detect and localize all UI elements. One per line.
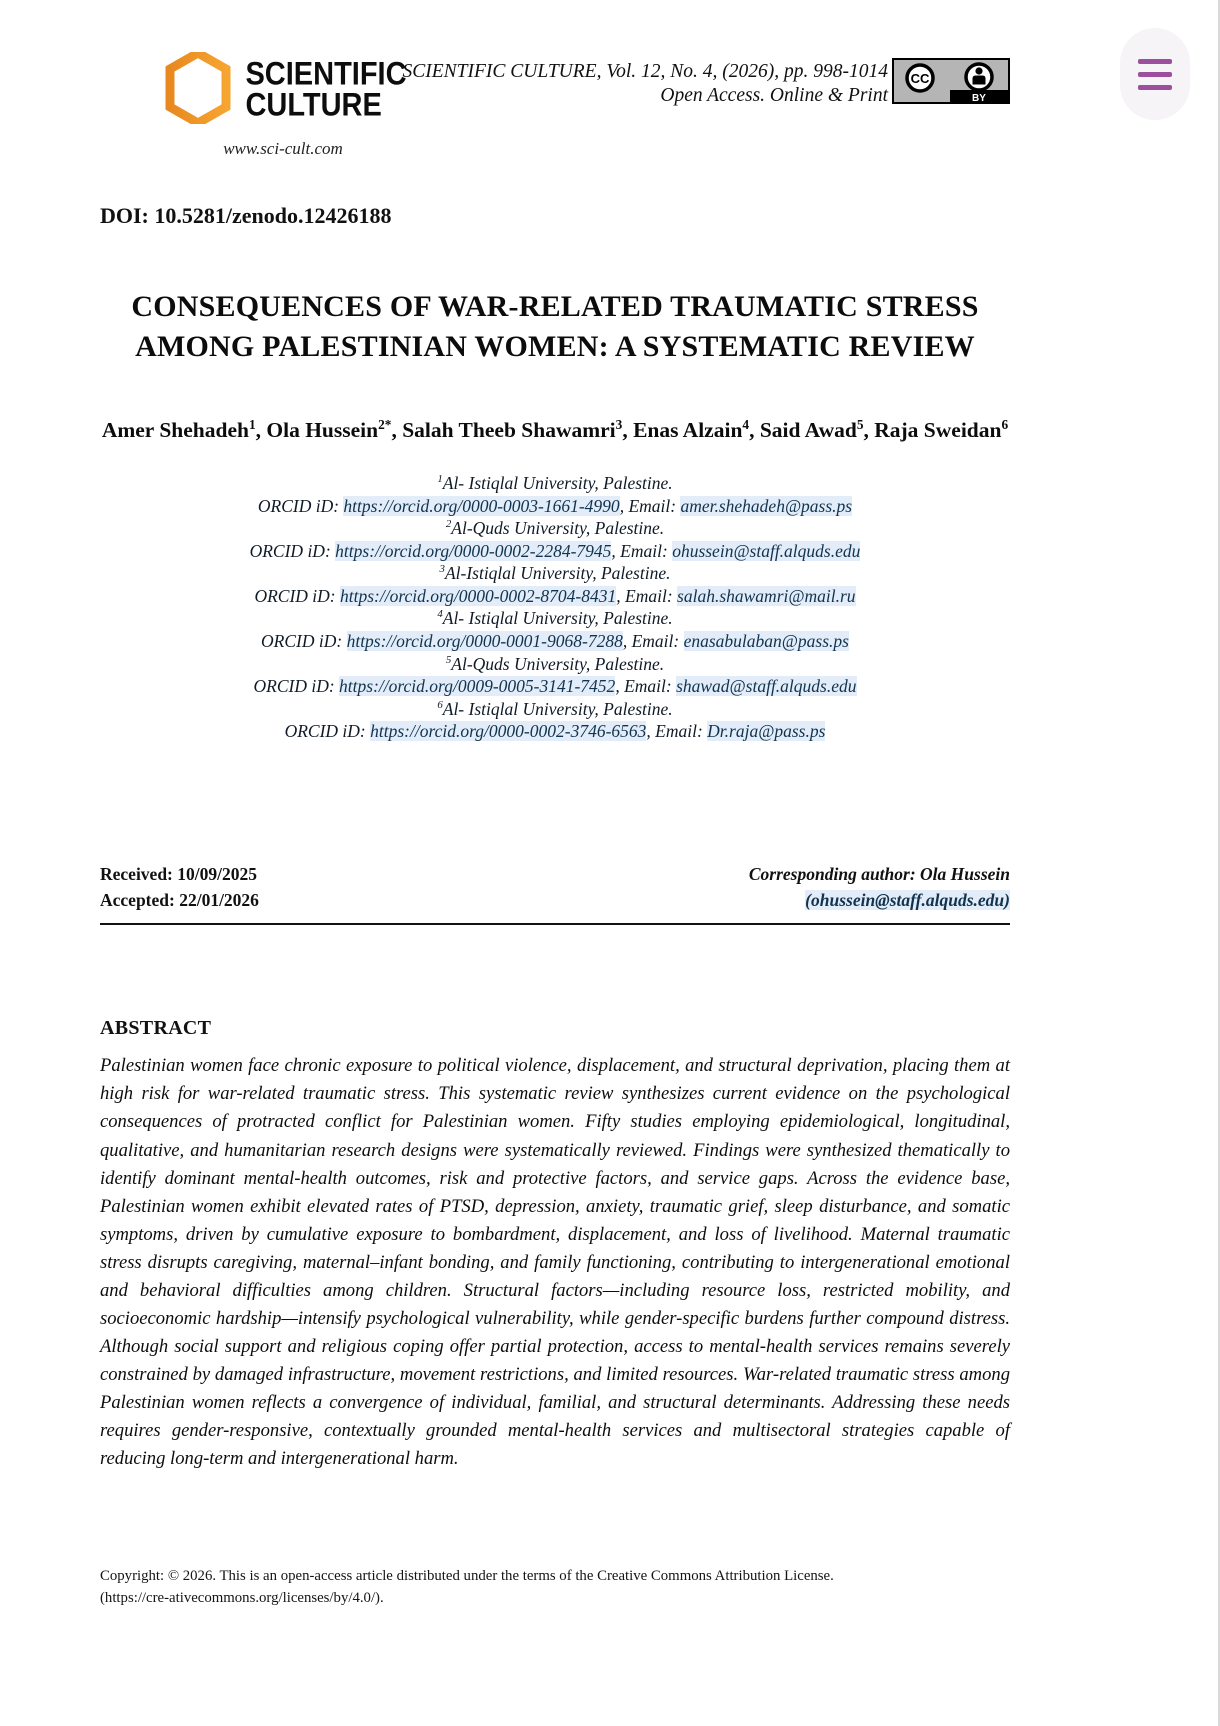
affiliation-sup: 2	[445, 518, 452, 531]
email-link[interactable]: shawad@staff.alquds.edu	[676, 676, 857, 697]
authors-line: Amer Shehadeh$^1$, Ola Hussein$^{2*}$, Salah Theeb Shawamri$^3$, Enas Alzain$^4$, Said Awad$^5$, Raja Sweidan$^6$	[101, 416, 1009, 442]
affiliations-block	[100, 472, 1010, 743]
copyright-notice	[100, 1565, 1010, 1609]
author-affiliation-sup: 1	[248, 416, 256, 432]
svg-text:CC: CC	[910, 71, 930, 86]
received-date: Received: 10/09/2025	[100, 863, 257, 884]
email-link[interactable]: amer.shehadeh@pass.ps	[680, 495, 853, 516]
author-affiliation-sup: 4	[742, 416, 750, 432]
affiliation-sup: 5	[445, 653, 452, 666]
affiliation-contact: ORCID iD: https://orcid.org/0000-0001-9068-7288, Email: enasabulaban@pass.ps	[261, 631, 849, 652]
corresponding-email-link[interactable]: (ohussein@staff.alquds.edu)	[805, 890, 1010, 911]
orcid-link[interactable]: https://orcid.org/0000-0002-3746-6563	[370, 721, 647, 742]
logo-word-2: CULTURE	[245, 87, 382, 123]
menu-button[interactable]	[1120, 28, 1190, 120]
author-affiliation-sup: 3	[615, 416, 623, 432]
affiliation-university: $^3$Al-Istiqlal University, Palestine.	[439, 563, 671, 584]
doi: DOI: 10.5281/zenodo.12426188	[100, 203, 392, 228]
author-name: Salah Theeb Shawamri$^3$	[402, 416, 623, 442]
affiliation-contact: ORCID iD: https://orcid.org/0009-0005-3141-7452, Email: shawad@staff.alquds.edu	[253, 676, 857, 697]
journal-access-line: Open Access. Online & Print	[660, 85, 888, 107]
affiliation-university: $^5$Al-Quds University, Palestine.	[445, 653, 665, 674]
cc-by-label: BY	[972, 93, 986, 104]
orcid-link[interactable]: https://orcid.org/0000-0001-9068-7288	[346, 631, 623, 652]
email-link[interactable]: enasabulaban@pass.ps	[683, 631, 849, 652]
affiliation-university: $^6$Al- Istiqlal University, Palestine.	[437, 698, 673, 719]
paper-title: CONSEQUENCES OF WAR-RELATED TRAUMATIC STRESS AMONG PALESTINIAN WOMEN: A SYSTEMATIC REVIEW	[131, 290, 979, 363]
email-link[interactable]: ohussein@staff.alquds.edu	[672, 540, 861, 561]
cc-by-license-badge[interactable]	[892, 58, 1010, 109]
email-link[interactable]: Dr.raja@pass.ps	[707, 721, 826, 742]
affiliation-university: $^4$Al- Istiqlal University, Palestine.	[437, 608, 673, 629]
affiliation-sup: 4	[437, 608, 443, 621]
affiliation-sup: 1	[437, 473, 443, 486]
accepted-date: Accepted: 22/01/2026	[100, 890, 259, 911]
divider	[100, 923, 1010, 925]
cc-by-icon	[892, 58, 1010, 104]
submission-meta	[100, 861, 1010, 914]
orcid-link[interactable]: https://orcid.org/0000-0002-8704-8431	[340, 585, 617, 606]
email-link[interactable]: salah.shawamri@mail.ru	[677, 585, 856, 606]
journal-header	[100, 0, 1010, 159]
affiliation-contact: ORCID iD: https://orcid.org/0000-0002-3746-6563, Email: Dr.raja@pass.ps	[284, 721, 826, 742]
author-name: Said Awad$^5$	[759, 416, 864, 442]
affiliation-sup: 3	[439, 563, 445, 576]
author-affiliation-sup: 6	[1001, 416, 1009, 432]
affiliation-contact: ORCID iD: https://orcid.org/0000-0003-1661-4990, Email: amer.shehadeh@pass.ps	[257, 495, 853, 516]
corresponding-author: Corresponding author: Ola Hussein	[748, 863, 1010, 884]
affiliation-university: $^1$Al- Istiqlal University, Palestine.	[437, 473, 673, 494]
hexagon-logo-icon	[159, 52, 237, 129]
affiliation-contact: ORCID iD: https://orcid.org/0000-0002-2284-7945, Email: ohussein@staff.alquds.edu	[249, 540, 861, 561]
logo-word-1: SCIENTIFIC	[245, 56, 407, 93]
abstract-heading: ABSTRACT	[100, 1017, 212, 1040]
author-name: Raja Sweidan$^6$	[874, 416, 1009, 442]
author-affiliation-sup: 2*	[378, 416, 392, 432]
journal-volume-line: SCIENTIFIC CULTURE, Vol. 12, No. 4, (2026), pp. 998-1014	[402, 61, 888, 82]
affiliation-sup: 6	[437, 698, 443, 711]
copyright-line-1: Copyright: © 2026. This is an open-access article distributed under the terms of the Creative Commons Attribution License.	[100, 1568, 834, 1585]
author-name: Amer Shehadeh$^1$	[101, 416, 256, 442]
journal-website: www.sci-cult.com	[223, 139, 343, 158]
affiliation-contact: ORCID iD: https://orcid.org/0000-0002-8704-8431, Email: salah.shawamri@mail.ru	[254, 585, 856, 606]
author-affiliation-sup: 5	[856, 416, 864, 432]
copyright-line-2: (https://cre-ativecommons.org/licenses/by/4.0/).	[100, 1590, 384, 1607]
orcid-link[interactable]: https://orcid.org/0000-0003-1661-4990	[343, 495, 620, 516]
journal-logo	[168, 52, 407, 159]
orcid-link[interactable]: https://orcid.org/0000-0002-2284-7945	[335, 540, 612, 561]
affiliation-university: $^2$Al-Quds University, Palestine.	[445, 518, 665, 539]
abstract-text: Palestinian women face chronic exposure to political violence, displacement, and structural deprivation, placing them at high risk for war-related traumatic stress. This systematic review synthesizes current evidence on the psychological consequences of protracted conflict for Palestinian women. Fifty studies employing epidemiological, longitudinal, qualitative, and humanitarian research designs were systematically reviewed. Findings were synthesized thematically to identify dominant mental-health outcomes, risk and protective factors, and service gaps. Across the evidence base, Palestinian women exhibit elevated rates of PTSD, depression, anxiety, traumatic grief, sleep disturbance, and somatic symptoms, driven by cumulative exposure to bombardment, displacement, and loss of livelihood. Maternal traumatic stress disrupts caregiving, maternal–infant bonding, and family functioning, contributing to intergenerational emotional and behavioral difficulties among children. Structural factors—including resource loss, restricted mobility, and socioeconomic hardship—intensify psychological vulnerability, while gender-specific burdens further compound distress. Although social support and religious coping offer partial protection, access to mental-health services remains severely constrained by damaged infrastructure, movement restrictions, and limited resources. War-related traumatic stress among Palestinian women reflects a convergence of individual, familial, and structural determinants. Addressing these needs requires gender-responsive, contextually grounded mental-health services and multisectoral strategies capable of reducing long-term and intergenerational harm.	[100, 1055, 1010, 1470]
author-name: Ola Hussein$^{2*}$	[266, 416, 392, 442]
orcid-link[interactable]: https://orcid.org/0009-0005-3141-7452	[339, 676, 616, 697]
journal-citation	[398, 52, 888, 109]
author-name: Enas Alzain$^4$	[633, 416, 750, 442]
